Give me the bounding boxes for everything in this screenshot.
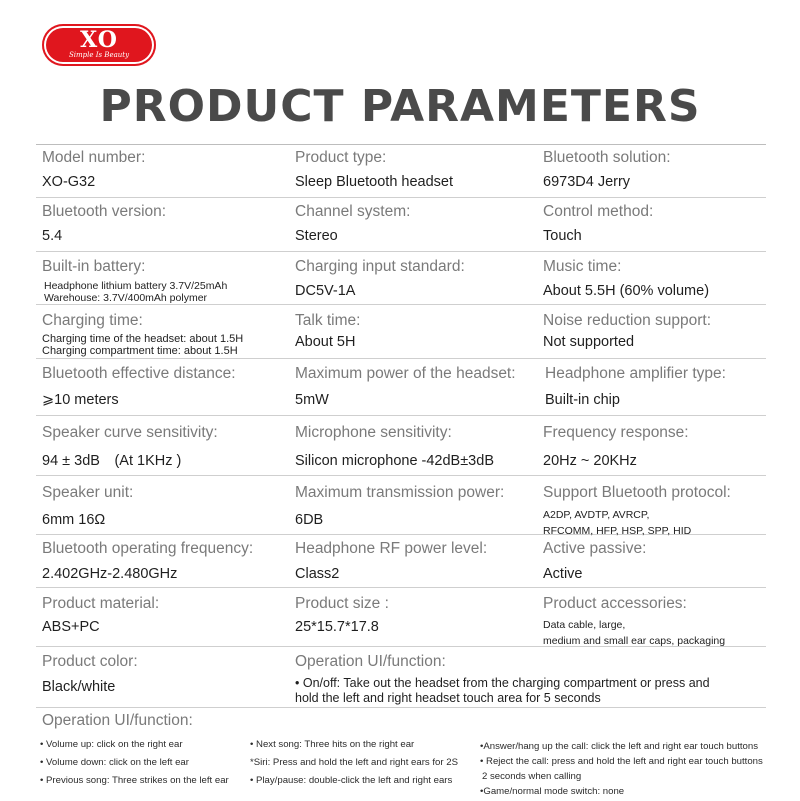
brand-logo-mark: XO <box>80 27 118 53</box>
spec-label: Talk time: <box>295 312 361 329</box>
spec-label: Channel system: <box>295 203 411 220</box>
spec-value: ABS+PC <box>42 619 100 635</box>
spec-value: 6mm 16Ω <box>42 512 106 528</box>
spec-product-color <box>42 652 138 696</box>
spec-value: Black/white <box>42 679 116 695</box>
spec-bluetooth-version <box>42 202 166 245</box>
spec-row <box>36 588 766 647</box>
spec-label: Music time: <box>543 258 622 275</box>
spec-row <box>36 146 766 198</box>
spec-label: Built-in battery: <box>42 258 146 275</box>
spec-value-line: Charging compartment time: about 1.5H <box>42 344 238 357</box>
spec-value-line: Charging time of the headset: about 1.5H <box>42 333 244 345</box>
spec-row <box>36 416 766 476</box>
operation-column <box>250 736 458 790</box>
operation-item: • Next song: Three hits on the right ear <box>250 739 415 750</box>
spec-rf-power-level <box>295 539 487 583</box>
spec-label: Product color: <box>42 653 138 670</box>
spec-label: Charging input standard: <box>295 258 465 275</box>
spec-label: Microphone sensitivity: <box>295 424 452 441</box>
spec-label: Active passive: <box>543 540 647 557</box>
spec-value-line: Warehouse: 3.7V/400mAh polymer <box>44 291 208 304</box>
spec-noise-reduction <box>543 311 711 351</box>
spec-value: Silicon microphone -42dB±3dB <box>295 453 494 469</box>
spec-channel-system <box>295 202 410 245</box>
spec-value: Class2 <box>295 566 340 582</box>
spec-value: 2.402GHz-2.480GHz <box>42 566 178 582</box>
operation-column <box>480 738 763 798</box>
spec-label: Maximum transmission power: <box>295 484 505 501</box>
spec-row <box>36 647 766 708</box>
operation-item: • Reject the call: press and hold the left and right ear touch buttons <box>480 756 763 767</box>
spec-bluetooth-protocol <box>543 483 731 539</box>
spec-max-power <box>295 364 516 409</box>
spec-operation-onoff <box>295 652 735 705</box>
spec-music-time <box>543 257 709 300</box>
spec-row <box>36 305 766 359</box>
spec-charging-time <box>42 311 243 357</box>
spec-charging-input-standard <box>295 257 465 300</box>
spec-frequency-response <box>543 423 689 470</box>
spec-value-line: A2DP, AVDTP, AVRCP, <box>543 509 650 521</box>
spec-label: Control method: <box>543 203 654 220</box>
spec-value: Not supported <box>543 334 635 350</box>
spec-label: Frequency response: <box>543 424 689 441</box>
spec-product-type <box>295 148 453 191</box>
spec-label: Product size : <box>295 595 389 612</box>
spec-value: • On/off: Take out the headset from the charging compartment or press and hold the left and right headset touch area for 5 seconds <box>295 676 710 705</box>
spec-value: About 5.5H (60% volume) <box>543 283 710 299</box>
spec-label: Speaker unit: <box>42 484 134 501</box>
operation-item: •Game/normal mode switch: none <box>480 786 625 797</box>
brand-tagline: Simple Is Beauty <box>68 51 130 59</box>
spec-amplifier-type <box>545 364 726 409</box>
spec-label: Model number: <box>42 149 146 166</box>
spec-bluetooth-solution <box>543 148 671 191</box>
spec-model-number <box>42 148 145 191</box>
spec-value: DC5V-1A <box>295 283 356 299</box>
spec-talk-time <box>295 311 360 351</box>
spec-value: 5mW <box>295 392 329 408</box>
spec-label: Bluetooth effective distance: <box>42 365 236 382</box>
spec-label: Operation UI/function: <box>295 653 446 670</box>
spec-value: 6973D4 Jerry <box>543 174 631 190</box>
brand-logo <box>42 24 156 66</box>
spec-control-method <box>543 202 653 245</box>
operation-item: • Volume up: click on the right ear <box>40 739 183 750</box>
spec-row <box>36 252 766 305</box>
operation-item: • Previous song: Three strikes on the left ear <box>40 775 229 786</box>
spec-value: Sleep Bluetooth headset <box>295 174 454 190</box>
spec-value: 6DB <box>295 512 324 528</box>
spec-value: ⩾10 meters <box>42 392 119 408</box>
spec-label: Product type: <box>295 149 387 166</box>
spec-label: Bluetooth version: <box>42 203 167 220</box>
spec-product-size <box>295 594 389 636</box>
spec-label: Charging time: <box>42 312 143 329</box>
spec-value: Touch <box>543 228 582 244</box>
spec-value: 20Hz ~ 20KHz <box>543 453 637 469</box>
spec-value: About 5H <box>295 334 356 350</box>
spec-label: Speaker curve sensitivity: <box>42 424 218 441</box>
spec-row <box>36 198 766 252</box>
spec-label: Product material: <box>42 595 160 612</box>
spec-value: 25*15.7*17.8 <box>295 619 379 635</box>
spec-label: Support Bluetooth protocol: <box>543 484 731 501</box>
operation-section <box>36 710 796 797</box>
spec-row <box>36 359 766 416</box>
spec-effective-distance <box>42 364 236 409</box>
spec-max-transmission-power <box>295 483 504 529</box>
spec-label: Maximum power of the headset: <box>295 365 516 382</box>
spec-label: Bluetooth operating frequency: <box>42 540 254 557</box>
spec-speaker-unit <box>42 483 133 529</box>
operation-item: • Volume down: click on the left ear <box>40 757 189 768</box>
spec-built-in-battery <box>42 257 227 304</box>
operation-item: 2 seconds when calling <box>482 771 582 782</box>
spec-value: XO-G32 <box>42 174 96 190</box>
spec-value-line: Headphone lithium battery 3.7V/25mAh <box>44 280 228 292</box>
operation-column <box>40 736 229 790</box>
operation-item: *Siri: Press and hold the left and right ears for 2S <box>250 757 458 768</box>
spec-label: Bluetooth solution: <box>543 149 671 166</box>
spec-row <box>36 535 766 588</box>
spec-product-accessories <box>543 594 725 649</box>
spec-value: 5.4 <box>42 228 63 244</box>
spec-label: Noise reduction support: <box>543 312 712 329</box>
spec-active-passive <box>543 539 646 583</box>
spec-value-line: RFCOMM, HFP, HSP, SPP, HID <box>543 524 692 537</box>
operation-title: Operation UI/function: <box>42 712 193 729</box>
spec-product-material <box>42 594 159 636</box>
spec-value: Built-in chip <box>545 392 620 408</box>
spec-value: Stereo <box>295 228 338 244</box>
spec-value-line: medium and small ear caps, packaging <box>543 634 726 647</box>
spec-label: Headphone amplifier type: <box>545 365 726 382</box>
divider <box>36 144 766 145</box>
spec-row <box>36 476 766 535</box>
spec-label: Product accessories: <box>543 595 687 612</box>
spec-value: 94 ± 3dB (At 1KHz ) <box>42 453 182 469</box>
spec-speaker-sensitivity <box>42 423 218 470</box>
spec-operating-frequency <box>42 539 253 583</box>
page-title: PRODUCT PARAMETERS <box>99 81 701 132</box>
spec-label: Headphone RF power level: <box>295 540 488 557</box>
operation-item: • Play/pause: double-click the left and right ears <box>250 775 453 786</box>
operation-item: •Answer/hang up the call: click the left and right ear touch buttons <box>480 741 759 752</box>
spec-value-line: Data cable, large, <box>543 619 626 631</box>
spec-value: Active <box>543 566 583 582</box>
spec-microphone-sensitivity <box>295 423 494 470</box>
